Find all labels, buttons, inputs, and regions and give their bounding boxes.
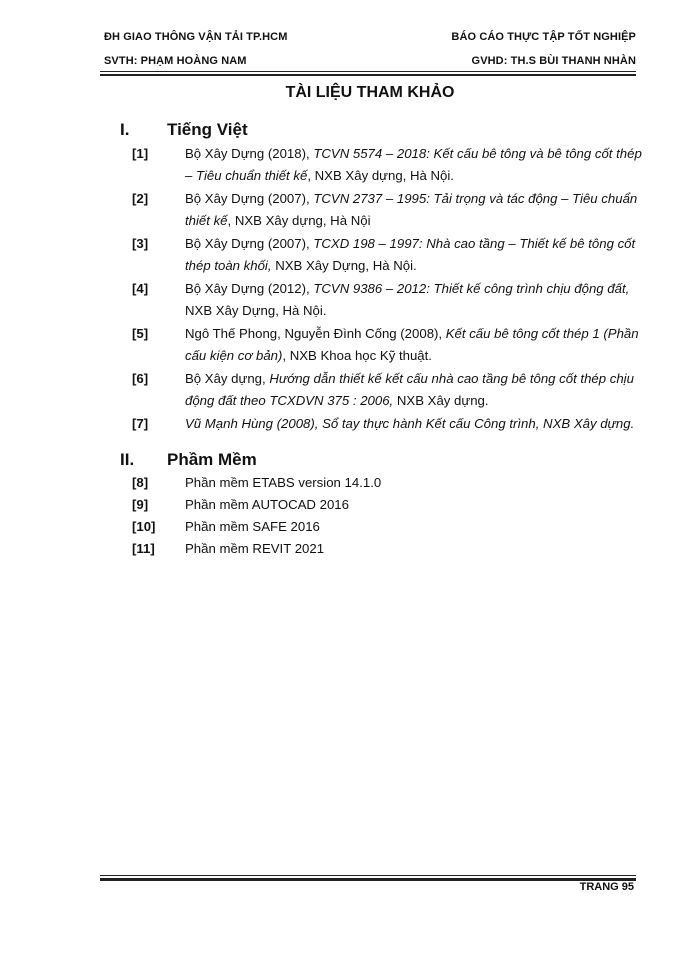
reference-text: Phần mềm SAFE 2016 bbox=[185, 519, 320, 534]
reference-text: Bộ Xây Dựng (2012), TCVN 9386 – 2012: Thiết kế công trình chịu động đất, NXB Xây Dựng, Hà Nội. bbox=[185, 281, 630, 318]
reference-item bbox=[132, 278, 642, 322]
reference-tag: [5] bbox=[132, 326, 149, 341]
reference-tag: [3] bbox=[132, 236, 149, 251]
header-divider-thin bbox=[100, 71, 636, 72]
reference-tag: [8] bbox=[132, 475, 149, 490]
reference-tag: [2] bbox=[132, 191, 149, 206]
reference-tag: [4] bbox=[132, 281, 149, 296]
reference-item bbox=[132, 188, 642, 232]
page-number: TRANG 95 bbox=[579, 881, 634, 893]
reference-tag: [10] bbox=[132, 519, 156, 534]
section-title: Phầm Mềm bbox=[167, 450, 257, 469]
reference-text: Bộ Xây Dựng (2018), TCVN 5574 – 2018: Kết cấu bê tông và bê tông cốt thép – Tiêu chuẩn thiết kế, NXB Xây dựng, Hà Nội. bbox=[185, 146, 642, 183]
reference-item bbox=[132, 516, 642, 538]
reference-item bbox=[132, 143, 642, 187]
reference-tag: [6] bbox=[132, 371, 149, 386]
header-top-row bbox=[104, 31, 636, 43]
reference-tag: [1] bbox=[132, 146, 149, 161]
reference-list-vietnamese bbox=[132, 143, 642, 435]
section-number: II. bbox=[120, 450, 135, 469]
page-title: TÀI LIỆU THAM KHẢO bbox=[285, 84, 455, 101]
reference-text: Phần mềm AUTOCAD 2016 bbox=[185, 497, 349, 512]
reference-text: Bộ Xây Dựng (2007), TCXD 198 – 1997: Nhà cao tầng – Thiết kế bê tông cốt thép toàn khối, NXB Xây Dựng, Hà Nội. bbox=[185, 236, 636, 273]
reference-tag: [11] bbox=[132, 541, 155, 556]
section-number: I. bbox=[120, 120, 130, 139]
header-bottom-row bbox=[104, 55, 636, 67]
reference-text: Phần mềm REVIT 2021 bbox=[185, 541, 325, 556]
section-heading-vietnamese bbox=[120, 120, 248, 140]
header-student: SVTH: PHẠM HOÀNG NAM bbox=[104, 55, 247, 67]
reference-item bbox=[132, 472, 642, 494]
header-advisor: GVHD: TH.S BÙI THANH NHÀN bbox=[471, 55, 636, 67]
reference-tag: [7] bbox=[132, 416, 149, 431]
reference-text: Vũ Mạnh Hùng (2008), Sổ tay thực hành Kết cấu Công trình, NXB Xây dựng. bbox=[185, 416, 635, 431]
section-title: Tiếng Việt bbox=[167, 120, 248, 139]
reference-text: Bộ Xây dựng, Hướng dẫn thiết kế kết cấu nhà cao tầng bê tông cốt thép chịu động đất theo TCXDVN 375 : 2006, NXB Xây dựng. bbox=[185, 371, 634, 408]
reference-text: Bộ Xây Dựng (2007), TCVN 2737 – 1995: Tải trọng và tác động – Tiêu chuẩn thiết kế, NXB Xây dựng, Hà Nội bbox=[185, 191, 638, 228]
reference-item bbox=[132, 538, 642, 560]
reference-text: Phần mềm ETABS version 14.1.0 bbox=[185, 475, 382, 490]
footer-divider-thin bbox=[100, 875, 636, 876]
reference-text: Ngô Thế Phong, Nguyễn Đình Cống (2008), Kết cấu bê tông cốt thép 1 (Phần cấu kiện cơ bản), NXB Khoa học Kỹ thuật. bbox=[185, 326, 639, 363]
reference-item bbox=[132, 323, 642, 367]
reference-item bbox=[132, 494, 642, 516]
header-divider-thick bbox=[100, 74, 636, 76]
section-heading-software bbox=[120, 450, 257, 470]
header-report-type: BÁO CÁO THỰC TẬP TỐT NGHIỆP bbox=[451, 31, 636, 43]
reference-item bbox=[132, 233, 642, 277]
footer-divider-thick bbox=[100, 878, 636, 881]
reference-item bbox=[132, 368, 642, 412]
reference-list-software bbox=[132, 472, 642, 560]
reference-item bbox=[132, 413, 642, 435]
reference-tag: [9] bbox=[132, 497, 149, 512]
header-university: ĐH GIAO THÔNG VẬN TẢI TP.HCM bbox=[104, 31, 288, 43]
